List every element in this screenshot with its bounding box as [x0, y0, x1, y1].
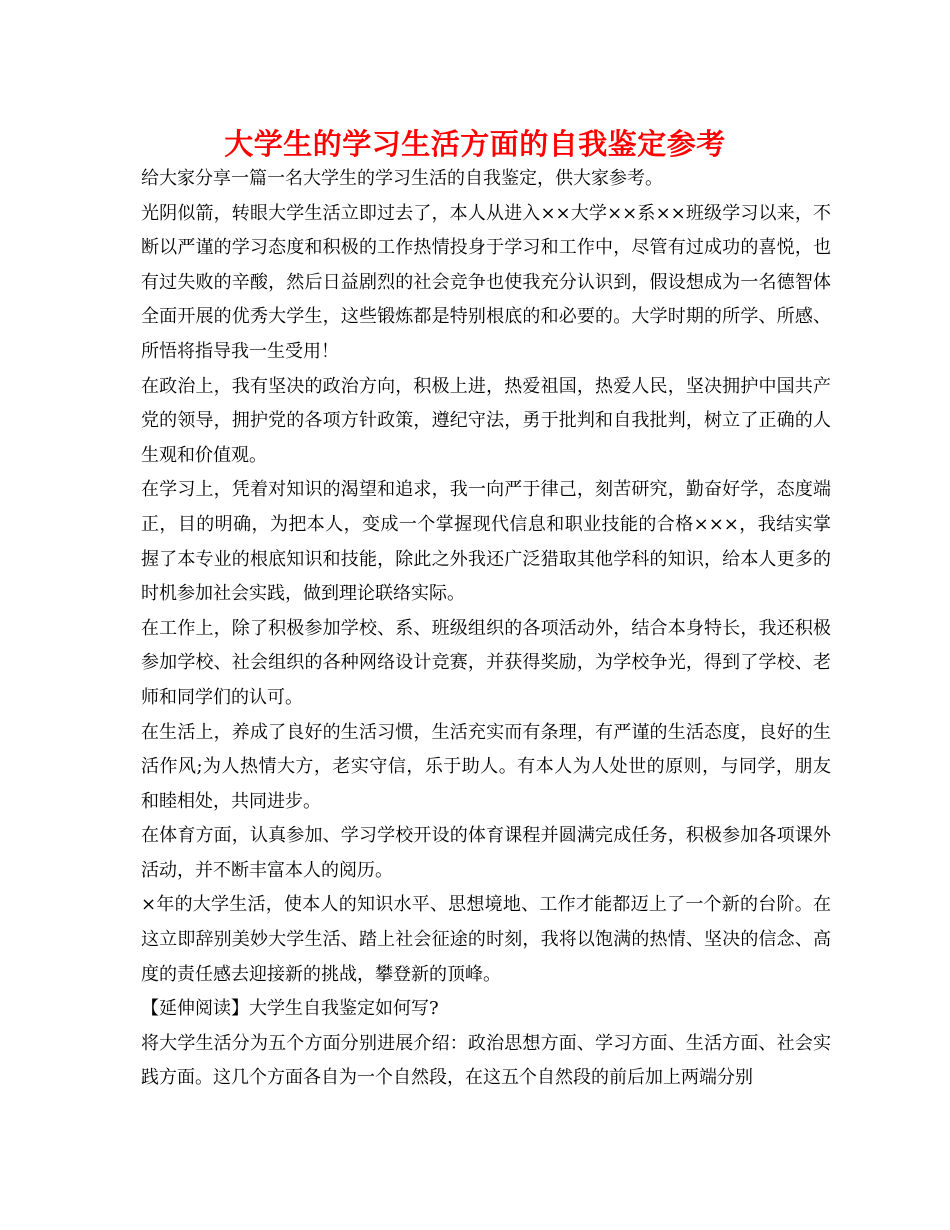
- paragraph-life: 在生活上，养成了良好的生活习惯，生活充实而有条理，有严谨的生活态度，良好的生活作风;为人热情大方，老实守信，乐于助人。有本人为人处世的原则，与同学，朋友和睦相处，共同进步。: [141, 721, 831, 812]
- paragraph-extended-reading-heading: 【延伸阅读】大学生自我鉴定如何写?: [141, 998, 439, 1020]
- paragraph-work: 在工作上，除了积极参加学校、系、班级组织的各项活动外，结合本身特长，我还积极参加学校、社会组织的各种网络设计竞赛，并获得奖励，为学校争光，得到了学校、老师和同学们的认可。: [141, 617, 831, 708]
- paragraph-overview: 光阴似箭，转眼大学生活立即过去了，本人从进入××大学××系××班级学习以来，不断以严谨的学习态度和积极的工作热情投身于学习和工作中，尽管有过成功的喜悦，也有过失败的辛酸，然后日益剧烈的社会竞争也使我充分认识到，假设想成为一名德智体全面开展的优秀大学生，这些锻炼都是特别根底的和必要的。大学时期的所学、所感、所悟将指导我一生受用！: [141, 202, 831, 362]
- paragraph-intro: 给大家分享一篇一名大学生的学习生活的自我鉴定，供大家参考。: [141, 168, 663, 189]
- paragraph-conclusion: ×年的大学生活，使本人的知识水平、思想境地、工作才能都迈上了一个新的台阶。在这立即辞别美妙大学生活、踏上社会征途的时刻，我将以饱满的热情、坚决的信念、高度的责任感去迎接新的挑战，攀登新的顶峰。: [141, 894, 831, 985]
- document-title: 大学生的学习生活方面的自我鉴定参考: [224, 127, 726, 161]
- paragraph-politics: 在政治上，我有坚决的政治方向，积极上进，热爱祖国，热爱人民，坚决拥护中国共产党的领导，拥护党的各项方针政策，遵纪守法，勇于批判和自我批判，树立了正确的人生观和价值观。: [141, 375, 831, 466]
- paragraph-study: 在学习上，凭着对知识的渴望和追求，我一向严于律己，刻苦研究，勤奋好学，态度端正，目的明确，为把本人，变成一个掌握现代信息和职业技能的合格×××，我结实掌握了本专业的根底知识和技能，除此之外我还广泛猎取其他学科的知识，给本人更多的时机参加社会实践，做到理论联络实际。: [141, 479, 831, 605]
- paragraph-extended-reading-body: 将大学生活分为五个方面分别进展介绍：政治思想方面、学习方面、生活方面、社会实践方面。这几个方面各自为一个自然段，在这五个自然段的前后加上两端分别: [141, 1032, 831, 1089]
- paragraph-sports: 在体育方面，认真参加、学习学校开设的体育课程并圆满完成任务，积极参加各项课外活动，并不断丰富本人的阅历。: [141, 825, 831, 881]
- document-body: [141, 162, 831, 1096]
